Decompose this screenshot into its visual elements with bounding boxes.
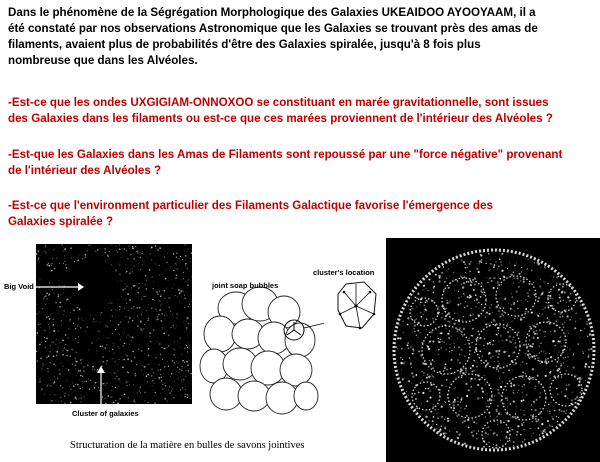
soap-bubbles-label: joint soap bubbles bbox=[212, 281, 279, 290]
bubble-sphere-image bbox=[386, 238, 600, 462]
cluster-location-diagram bbox=[334, 280, 380, 332]
big-void-label: Big Void bbox=[4, 282, 34, 291]
soap-bubbles-drawing bbox=[196, 268, 324, 428]
figure-caption: Structuration de la matière en bulles de savons jointives bbox=[70, 440, 305, 451]
question-2-line-1: -Est-que les Galaxies dans les Amas de Filaments sont repoussé par une "force négative" provenant bbox=[8, 148, 563, 161]
intro-line-2: été constaté par nos observations Astronomique que les Galaxies se trouvant près des amas de bbox=[8, 22, 538, 35]
cluster-of-galaxies-label: Cluster of galaxies bbox=[72, 409, 139, 418]
question-3-line-1: -Est-ce que l'environment particulier des Filaments Galactique favorise l'émergence des bbox=[8, 199, 493, 212]
cosmic-web-image bbox=[36, 244, 192, 404]
big-void-arrow bbox=[34, 280, 84, 294]
question-1-line-2: des Galaxies dans les filaments ou est-ce que ces marées proviennent de l'intérieur des Alvéoles ? bbox=[8, 112, 553, 125]
cluster-arrow bbox=[95, 366, 107, 408]
intro-line-3: filaments, avaient plus de probabilités d'être des Galaxies spiralée, jusqu'à 8 fois plus bbox=[8, 38, 481, 51]
question-1-line-1: -Est-ce que les ondes UXGIGIAM-ONNOXOO se constituant en marée gravitationnelle, sont issues bbox=[8, 96, 549, 109]
cluster-location-label: cluster's location bbox=[313, 268, 375, 277]
intro-line-4: nombreuse que dans les Alvéoles. bbox=[8, 54, 198, 67]
question-3-line-2: Galaxies spiralée ? bbox=[8, 215, 114, 228]
question-2-line-2: de l'intérieur des Alvéoles ? bbox=[8, 164, 162, 177]
intro-line-1: Dans le phénomène de la Ségrégation Morphologique des Galaxies UKEAIDOO AYOOYAAM, il a bbox=[8, 6, 536, 19]
